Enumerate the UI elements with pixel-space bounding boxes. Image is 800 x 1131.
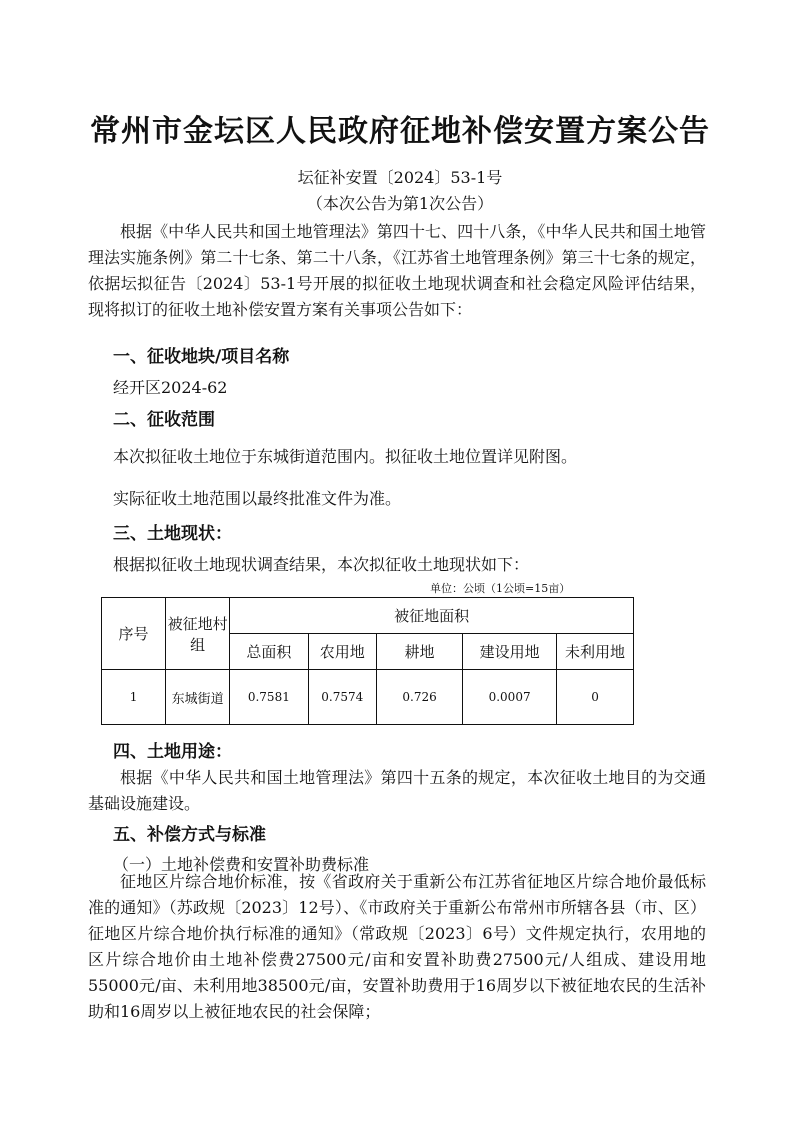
- section-5-heading: 五、补偿方式与标准: [113, 825, 266, 845]
- land-use-paragraph: 根据《中华人民共和国土地管理法》第四十五条的规定，本次征收土地目的为交通基础设施建设。: [88, 768, 706, 813]
- notice-number: （本次公告为第1次公告）: [306, 194, 494, 213]
- cell-unused: 0: [557, 670, 634, 725]
- cell-village: 东城街道: [166, 670, 230, 725]
- table-unit-note: 单位：公顷（1公顷=15亩）: [430, 582, 571, 595]
- header-village: 被征地村组: [166, 598, 230, 670]
- intro-paragraph: 根据《中华人民共和国土地管理法》第四十七、四十八条，《中华人民共和国土地管理法实施条例》第二十七条、第二十八条，《江苏省土地管理条例》第三十七条的规定，依据坛拟征告〔2024〕53-1号开展的拟征收土地现状调查和社会稳定风险评估结果，现将拟订的征收土地补偿安置方案有关事项公告如下：: [88, 222, 706, 319]
- cell-arable: 0.726: [377, 670, 463, 725]
- document-number: 坛征补安置〔2024〕53-1号: [297, 168, 503, 187]
- land-status-intro: 根据拟征收土地现状调查结果，本次拟征收土地现状如下：: [113, 555, 530, 574]
- section-3-heading: 三、土地现状：: [113, 524, 232, 544]
- cell-seq: 1: [102, 670, 166, 725]
- header-total: 总面积: [230, 634, 308, 670]
- scope-line-2: 实际征收土地范围以最终批准文件为准。: [113, 489, 402, 508]
- header-construction: 建设用地: [463, 634, 557, 670]
- header-agri: 农用地: [308, 634, 377, 670]
- header-arable: 耕地: [377, 634, 463, 670]
- subsection-1-title: （一）土地补偿费和安置补助费标准: [113, 855, 370, 874]
- header-unused: 未利用地: [557, 634, 634, 670]
- land-status-table: [101, 597, 634, 725]
- project-name: 经开区2024-62: [113, 378, 228, 397]
- section-1-heading: 一、征收地块/项目名称: [113, 347, 290, 367]
- table-row: [102, 670, 634, 725]
- scope-line-1: 本次拟征收土地位于东城街道范围内。拟征收土地位置详见附图。: [113, 447, 578, 466]
- section-2-heading: 二、征收范围: [113, 410, 215, 430]
- cell-agri: 0.7574: [308, 670, 377, 725]
- cell-total: 0.7581: [230, 670, 308, 725]
- header-area-group: 被征地面积: [230, 598, 634, 634]
- compensation-paragraph: 征地区片综合地价标准，按《省政府关于重新公布江苏省征地区片综合地价最低标准的通知》（苏政规〔2023〕12号）、《市政府关于重新公布常州市所辖各县（市、区）征地区片综合地价执行标准的通知》（常政规〔2023〕6号）文件规定执行，农用地的区片综合地价由土地补偿费27500元/亩和安置补助费27500元/人组成、建设用地55000元/亩、未利用地38500元/亩，安置补助费用于16周岁以下被征地农民的生活补助和16周岁以上被征地农民的社会保障；: [88, 872, 706, 1021]
- header-seq: 序号: [102, 598, 166, 670]
- document-title: 常州市金坛区人民政府征地补偿安置方案公告: [90, 114, 710, 149]
- section-4-heading: 四、土地用途：: [113, 742, 232, 762]
- cell-construction: 0.0007: [463, 670, 557, 725]
